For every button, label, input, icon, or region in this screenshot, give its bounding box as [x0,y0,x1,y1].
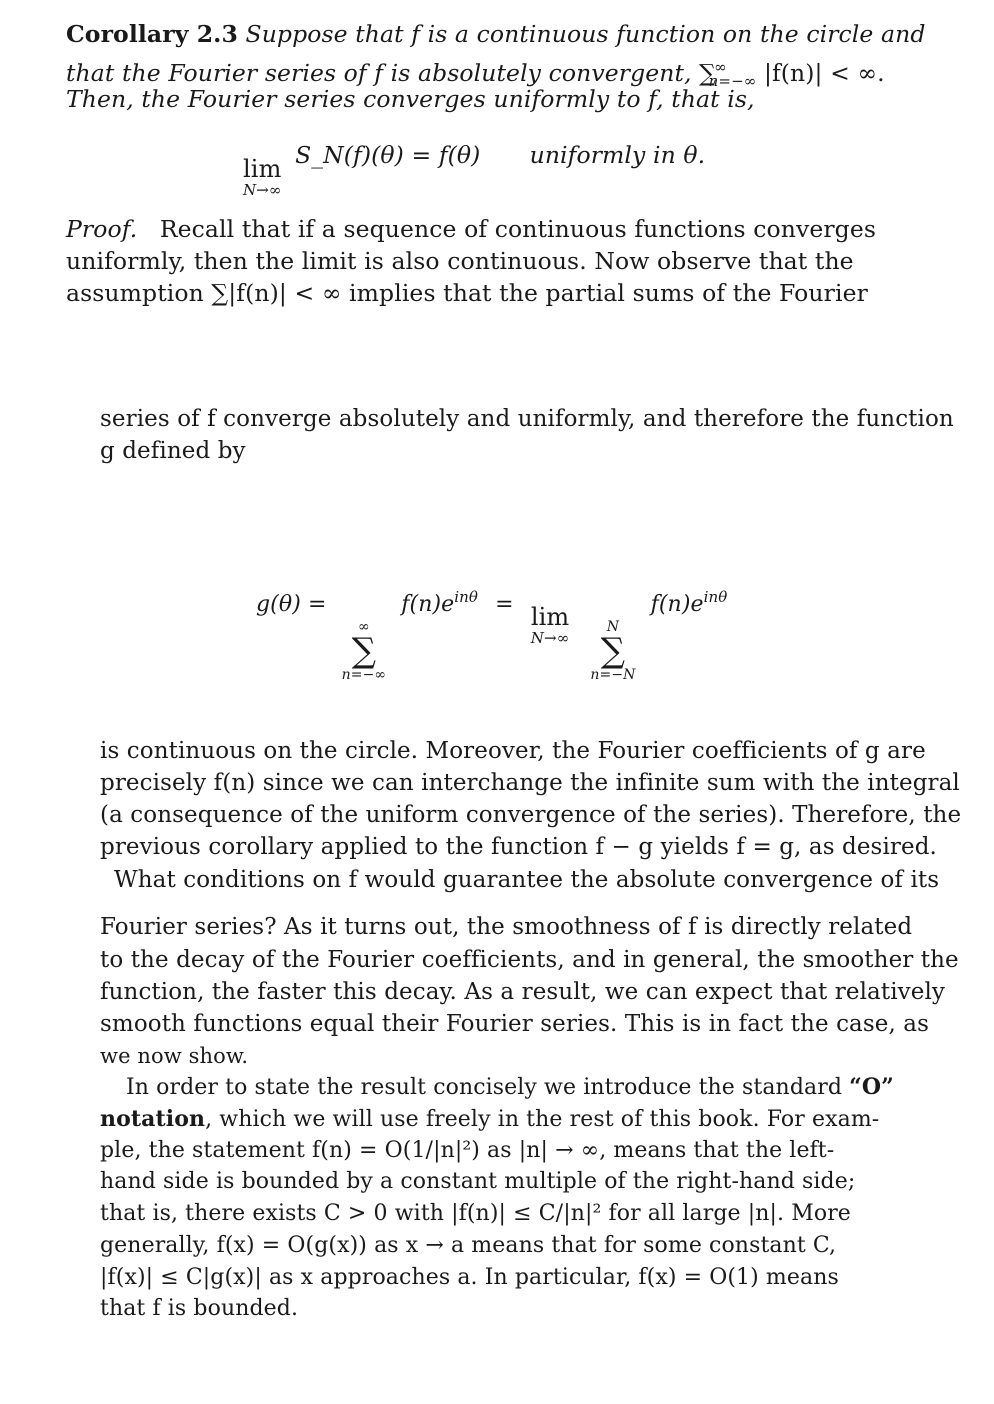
sum1-bottom: n=−∞ [341,667,387,683]
para5-line-1 [126,1072,894,1103]
corollary-line-2-text: that the Fourier series of f is absolutely convergent, [66,59,692,87]
display-equation-2 [256,582,727,682]
para4-line-2: to the decay of the Fourier coefficients, and in general, the smoother the [100,947,959,973]
para2-line-1: series of f converge absolutely and uniformly, and therefore the function [100,406,954,432]
sum-sup: ∞ [714,58,727,76]
display-1-note: uniformly in θ. [529,141,706,169]
lim-sub: N→∞ [243,181,282,199]
para3-line-2: precisely f(n) since we can interchange the infinite sum with the integral [100,770,960,796]
para3-line-1: is continuous on the circle. Moreover, the Fourier coefficients of g are [100,738,926,764]
para3-line-5: What conditions on f would guarantee the absolute convergence of its [114,867,940,893]
equals-sign: = [495,592,514,617]
sum-sub: n=−∞ [708,72,757,90]
limit-operator-2 [531,605,570,646]
para5-line-5: that is, there exists C > 0 with |f(n)| ≤ C/|n|² for all large |n|. More [100,1201,851,1226]
para4-line-4: smooth functions equal their Fourier series. This is in fact the case, as [100,1011,930,1037]
para5-line-8: that f is bounded. [100,1296,299,1321]
sum2-bottom: n=−N [590,667,636,683]
para5-line-4: hand side is bounded by a constant multiple of the right-hand side; [100,1169,856,1194]
term-1: f(n)e [401,592,455,617]
proof-line-1 [66,214,876,244]
para5-line-3: ple, the statement f(n) = O(1/|n|²) as |n| → ∞, means that the left- [100,1138,835,1163]
sum-operator-1: ∞ ∑ n=−∞ [341,619,387,683]
para5-line-2 [100,1104,879,1135]
display-equation-1 [243,140,705,198]
exp-1: inθ [454,588,479,606]
corollary-label: Corollary 2.3 [66,20,238,48]
corollary-line-1 [66,19,926,49]
para5-line-2-text: , which we will use freely in the rest of this book. For exam- [205,1107,880,1132]
lim-text: lim [243,155,282,183]
corollary-line-2-tail: |f(n)| < ∞. [763,59,885,87]
lim2-sub: N→∞ [530,629,570,647]
para5-line-7: |f(x)| ≤ C|g(x)| as x approaches a. In particular, f(x) = O(1) means [100,1265,839,1290]
lim2-text: lim [530,603,570,631]
para5-line-6: generally, f(x) = O(g(x)) as x → a means that for some constant C, [100,1233,837,1258]
limit-operator [243,157,282,198]
sum1-top: ∞ [358,619,370,635]
term-2: f(n)e [650,592,704,617]
para3-line-3: (a consequence of the uniform convergence of the series). Therefore, the [100,802,962,828]
para4-line-1: Fourier series? As it turns out, the smoothness of f is directly related [100,914,913,940]
o-notation-quote: “O” [849,1074,894,1100]
proof-label: Proof. [66,215,138,243]
sum-symbol: ∑ [699,59,717,87]
corollary-line-3: Then, the Fourier series converges uniformly to f, that is, [66,85,755,113]
display-1-expr: S_N(f)(θ) = f(θ) [295,141,481,169]
g-lhs: g(θ) = [256,592,327,617]
sum-operator-2: N ∑ n=−N [590,619,636,683]
corollary-text: Suppose that f is a continuous function on the circle and [245,20,926,48]
para5-line-1-text: In order to state the result concisely we introduce the standard [126,1075,843,1100]
sum2-top: N [606,619,620,635]
notation-bold: notation [100,1106,206,1132]
proof-line-3: assumption ∑|f(n)| < ∞ implies that the partial sums of the Fourier [66,279,868,307]
para3-line-4: previous corollary applied to the function f − g yields f = g, as desired. [100,834,937,860]
proof-line-1-text: Recall that if a sequence of continuous functions converges [159,215,876,243]
exp-2: inθ [703,588,728,606]
para2-line-2: g defined by [100,438,246,464]
para4-line-5: we now show. [100,1044,249,1068]
para4-line-3: function, the faster this decay. As a result, we can expect that relatively [100,979,946,1005]
proof-line-2: uniformly, then the limit is also continuous. Now observe that the [66,247,854,275]
